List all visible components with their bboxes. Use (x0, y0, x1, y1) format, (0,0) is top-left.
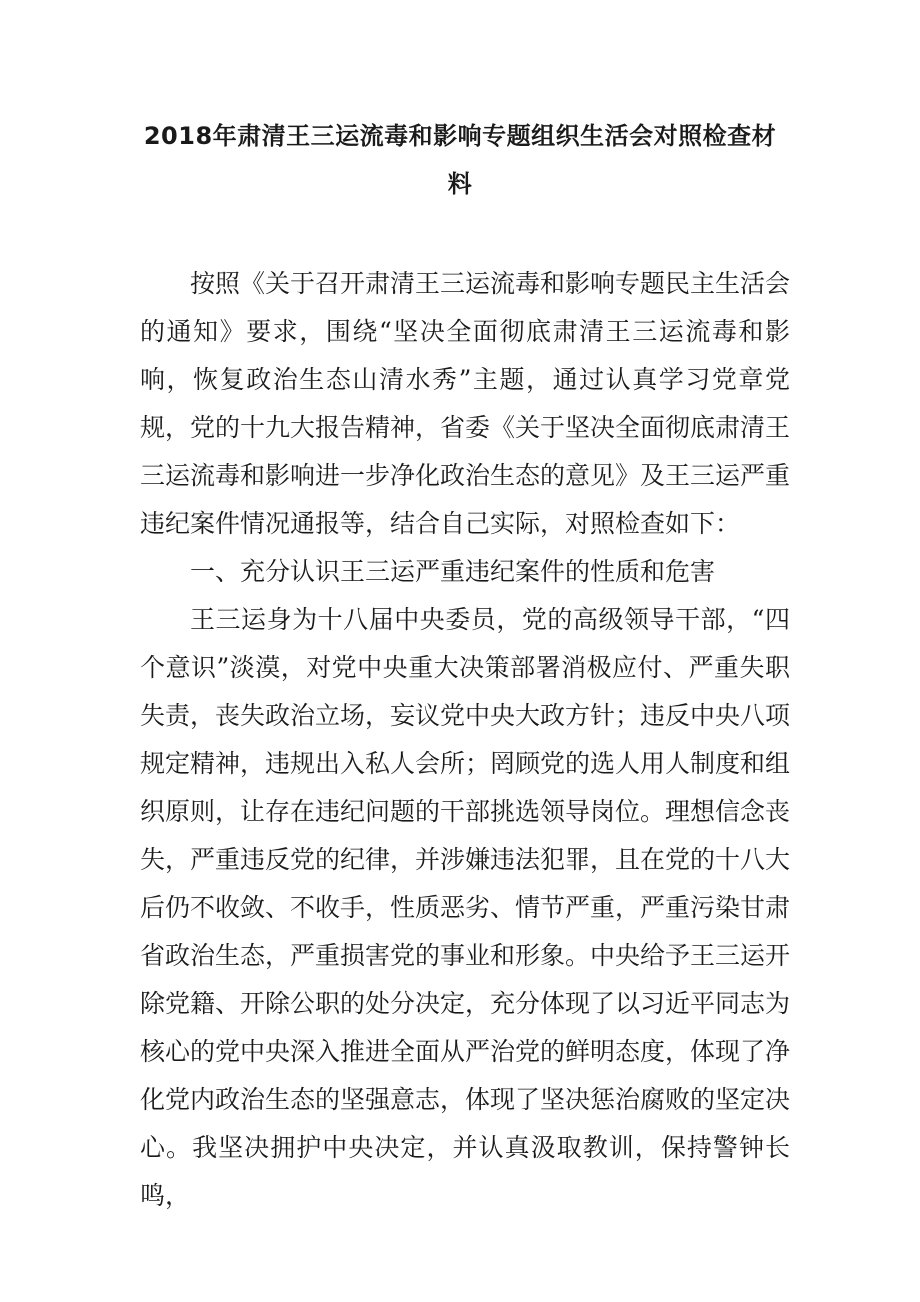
section-heading: 一、充分认识王三运严重违纪案件的性质和危害 (190, 557, 716, 586)
document-title: 2018年肃清王三运流毒和影响专题组织生活会对照检查材料 (143, 122, 777, 198)
intro-paragraph: 按照《关于召开肃清王三运流毒和影响专题民主生活会的通知》要求，围绕“坚决全面彻底肃清王三运流毒和影响，恢复政治生态山清水秀”主题，通过认真学习党章党规，党的十九大报告精神，省委《关于坚决全面彻底肃清王三运流毒和影响进一步净化政治生态的意见》及王三运严重违纪案件情况通报等，结合自己实际，对照检查如下： (140, 269, 791, 538)
document-body (140, 260, 790, 1220)
body-paragraph: 王三运身为十八届中央委员，党的高级领导干部，“四个意识”淡漠，对党中央重大决策部署消极应付、严重失职失责，丧失政治立场，妄议党中央大政方针；违反中央八项规定精神，违规出入私人会所；罔顾党的选人用人制度和组织原则，让存在违纪问题的干部挑选领导岗位。理想信念丧失，严重违反党的纪律，并涉嫌违法犯罪，且在党的十八大后仍不收敛、不收手，性质恶劣、情节严重，严重污染甘肃省政治生态，严重损害党的事业和形象。中央给予王三运开除党籍、开除公职的处分决定，充分体现了以习近平同志为核心的党中央深入推进全面从严治党的鲜明态度，体现了净化党内政治生态的坚强意志，体现了坚决惩治腐败的坚定决心。我坚决拥护中央决定，并认真汲取教训，保持警钟长鸣， (140, 605, 791, 1210)
